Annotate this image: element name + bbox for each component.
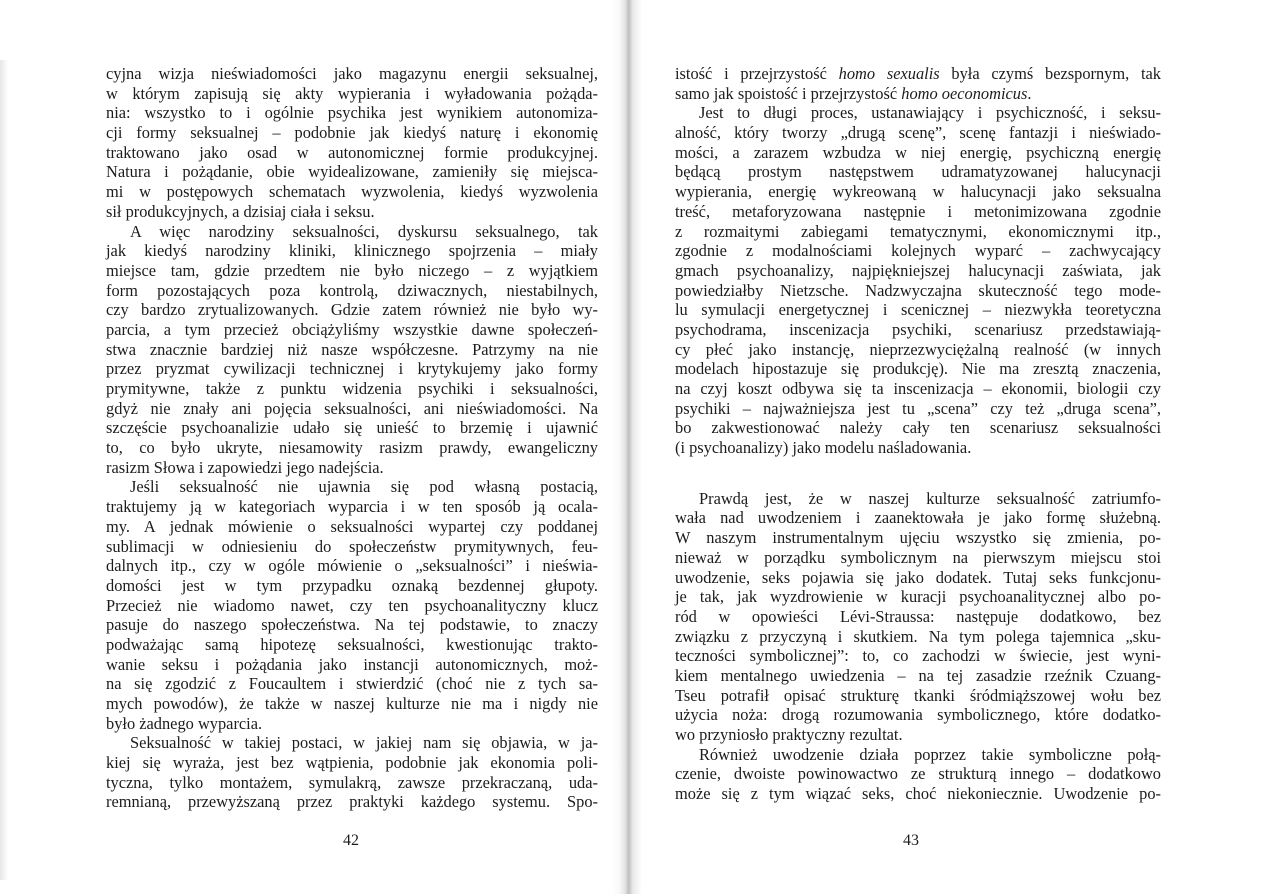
text-segment: była czymś bezspornym, tak — [939, 64, 1162, 83]
text-line: nieważ w porządku symbolicznym na pierwszym miejscu stoi — [675, 547, 1161, 567]
text-line: gmach psychoanalizy, najpiękniejszej halucynacji zaświata, jak — [675, 260, 1161, 280]
text-line: traktowano jako osad w autonomicznej formie produkcyjnej. — [106, 142, 598, 162]
text-line: użycia noża: drogą rozumowania symbolicznego, które dodatko- — [675, 705, 1161, 725]
text-line: Jest to długi proces, ustanawiający i psychiczność, i seksu- — [699, 103, 1161, 123]
text-line: stwa znacznie bardziej niż nasze współczesne. Patrzymy na nie — [106, 339, 598, 359]
paragraph — [106, 477, 598, 733]
text-line: na czyj koszt odbywa się ta inscenizacja – ekonomii, biologii czy — [675, 379, 1161, 398]
text-segment: . — [1027, 83, 1032, 103]
text-line: parcia, a tym przecież obciążyliśmy wszystkie dawne społeczeń- — [106, 319, 598, 339]
text-line: to, co było ukryte, niesamowity rasizm prawdy, ewangeliczny — [106, 438, 598, 458]
text-line: teczności symbolicznej”: to, co zachodzi w świecie, jest wyni- — [675, 646, 1161, 666]
text-line: na się zgodzić z Foucaultem i stwierdzić (choć nie z tych sa- — [106, 674, 598, 694]
text-line: wała nad uwodzeniem i zaanektowała je jako formę służebną. — [675, 508, 1161, 528]
text-line: rasizm Słowa i zapowiedzi jego nadejścia. — [106, 457, 384, 477]
text-line: je tak, jak wyzdrowienie w kuracji psychoanalitycznej albo po- — [675, 587, 1161, 607]
paragraph — [675, 64, 1161, 103]
text-line: Jeśli seksualność nie ujawnia się pod własną postacią, — [130, 477, 598, 497]
text-line: kiej się wyraża, jest bez wątpienia, podobnie jak ekonomia poli- — [106, 753, 598, 773]
paragraph — [106, 64, 598, 222]
paragraph — [106, 222, 598, 478]
text-line: bo zakwestionować należy cały ten scenariusz seksualności — [675, 418, 1161, 438]
text-line: będącą prostym następstwem udramatyzowanej halucynacji — [675, 162, 1161, 182]
text-line: dalnych itp., czy w ogóle mówienie o „seksualności” i nieświa- — [106, 556, 598, 576]
text-line: tyczna, tylko montażem, symulakrą, zawsze przekraczaną, uda- — [106, 772, 598, 792]
text-line: nia: wszystko to i ogólnie psychika jest wynikiem autonomiza- — [106, 103, 598, 123]
text-line: gdyż nie znały ani pojęcia seksualności, ani nieświadomości. Na — [106, 398, 598, 418]
right-page-text — [675, 64, 1161, 804]
text-line: Przecież nie wiadomo nawet, czy ten psychoanalityczny klucz — [106, 595, 598, 615]
text-line: może się z tym wiązać seks, choć niekoniecznie. Uwodzenie po- — [675, 784, 1161, 804]
page-number-left: 42 — [343, 832, 359, 849]
paragraph — [106, 733, 598, 812]
text-line: remnianą, przewyższaną przez praktyki każdego systemu. Spo- — [106, 792, 598, 812]
text-line: przez pryzmat cywilizacji technicznej i krytykujemy jako formy — [106, 359, 598, 379]
text-line: cyjna wizja nieświadomości jako magazynu energii seksualnej, — [106, 64, 598, 83]
text-line — [675, 84, 1161, 104]
text-line: treść, metaforyzowana następnie i metonimizowana zgodnie — [675, 201, 1161, 221]
text-line: miejsce tam, gdzie przedtem nie było niczego – z wyjątkiem — [106, 260, 598, 280]
text-line: lu symulacji energetycznej i scenicznej – niezwykła teoretyczna — [675, 300, 1161, 320]
text-line: Tseu potrafił opisać strukturę tkanki śródmiąższowej wołu bez — [675, 685, 1161, 705]
text-line: sił produkcyjnych, a dzisiaj ciała i seksu. — [106, 201, 375, 221]
text-line: cji formy seksualnej – podobnie jak kiedyś naturę i ekonomię — [106, 123, 598, 143]
text-line: wypierania, energię wykreowaną w halucynacji jako seksualna — [675, 182, 1161, 202]
text-line: mych powodów), że także w naszej kulturze nie ma i nigdy nie — [106, 694, 598, 713]
text-line: prymitywne, także z punktu widzenia psychiki i seksualności, — [106, 379, 598, 398]
text-line: sublimacji w odniesieniu do społeczeństw prymitywnych, feu- — [106, 536, 598, 556]
text-line: pasuje do naszego społeczeństwa. Na tej podstawie, to znaczy — [106, 615, 598, 635]
text-line: my. A jednak mówienie o seksualności wypartej czy poddanej — [106, 516, 598, 536]
text-line: ród w opowieści Lévi-Straussa: następuje dodatkowo, bez — [675, 606, 1161, 626]
text-line: cy płeć jako instancję, nieprzezwyciężalną realność (w innych — [675, 339, 1161, 359]
text-line: modelach hipostazuje się produkcję). Nie ma zresztą znaczenia, — [675, 359, 1161, 379]
text-line: szczęście psychoanalizie udało się unieść to brzemię i ujawnić — [106, 418, 598, 438]
text-line: alność, który tworzy „drugą scenę”, scenę fantazji i nieświado- — [675, 123, 1161, 143]
text-line: kiem mentalnego uwiedzenia – na tej zasadzie rzeźnik Czuang- — [675, 665, 1161, 685]
text-line: mi w postępowych schematach wyzwolenia, kiedyś wyzwolenia — [106, 182, 598, 202]
text-line: zgodnie z modalnościami kolejnych wyparć – zachwycający — [675, 241, 1161, 261]
text-line: (i psychoanalizy) jako modelu naśladowania. — [675, 438, 972, 458]
italic-term: homo oeconomicus — [901, 83, 1028, 103]
text-line: podważając samą hipotezę seksualności, kwestionując trakto- — [106, 634, 598, 654]
text-line: czy bardzo zrytualizowanych. Gdzie zatem również nie było wy- — [106, 300, 598, 320]
paragraph — [675, 745, 1161, 804]
text-line: form pozostających poza kontrolą, dziwacznych, niestabilnych, — [106, 280, 598, 300]
paragraph — [675, 103, 1161, 457]
text-line: psychiki – najważniejsza jest tu „scena” czy też „druga scena”, — [675, 398, 1161, 418]
page-edge-shadow — [0, 60, 8, 880]
text-line — [675, 64, 1161, 84]
text-line: Natura i pożądanie, obie wyidealizowane, zamieniły się miejsca- — [106, 162, 598, 182]
text-line: A więc narodziny seksualności, dyskursu seksualnego, tak — [130, 221, 598, 241]
text-line: W naszym instrumentalnym ujęciu wszystko się zmienia, po- — [675, 528, 1161, 548]
text-line: Seksualność w takiej postaci, w jakiej nam się objawia, w ja- — [130, 733, 598, 753]
text-segment: samo jak spoistość i przejrzystość — [675, 83, 902, 103]
text-line: psychodrama, inscenizacja psychiki, scenariusz przedstawiają- — [675, 319, 1161, 339]
text-line: traktujemy ją w kategoriach wyparcia i w ten sposób ją ocala- — [106, 497, 598, 517]
text-line: wo przyniosło praktyczny rezultat. — [675, 725, 903, 744]
text-line: wanie seksu i pożądania jako instancji autonomicznych, moż- — [106, 654, 598, 674]
text-line: związku z przyczyną i skutkiem. Na tym polega tajemnica „sku- — [675, 626, 1161, 646]
text-line: uwodzenie, seks pojawia się jako dodatek. Tutaj seks funkcjonu- — [675, 567, 1161, 587]
book-gutter — [612, 0, 642, 894]
page-number-right: 43 — [903, 832, 919, 849]
left-page-text — [106, 64, 598, 812]
italic-term: homo sexualis — [838, 64, 940, 83]
text-line: powiedziałby Nietzsche. Nadzwyczajna skuteczność tego mode- — [675, 280, 1161, 300]
text-line: w którym zapisują się akty wypierania i wyładowania pożąda- — [106, 83, 598, 103]
text-line: z rozmaitymi zabiegami tematycznymi, ekonomicznymi itp., — [675, 221, 1161, 241]
paragraph — [675, 489, 1161, 745]
text-segment: istość i przejrzystość — [675, 64, 839, 83]
text-line: mości, a zarazem wzbudza w niej energię, psychiczną energię — [675, 142, 1161, 162]
text-line: czenie, dwoiste powinowactwo ze strukturą innego – dodatkowo — [675, 764, 1161, 784]
text-line: Prawdą jest, że w naszej kulturze seksualność zatriumfo- — [699, 488, 1161, 508]
text-line: jak kiedyś narodziny kliniki, klinicznego spojrzenia – miały — [106, 241, 598, 261]
text-line: domości jest w tym przypadku oznaką bezdennej głupoty. — [106, 575, 598, 595]
text-line: było żadnego wyparcia. — [106, 713, 263, 733]
text-line: Również uwodzenie działa poprzez takie symboliczne połą- — [699, 744, 1161, 764]
